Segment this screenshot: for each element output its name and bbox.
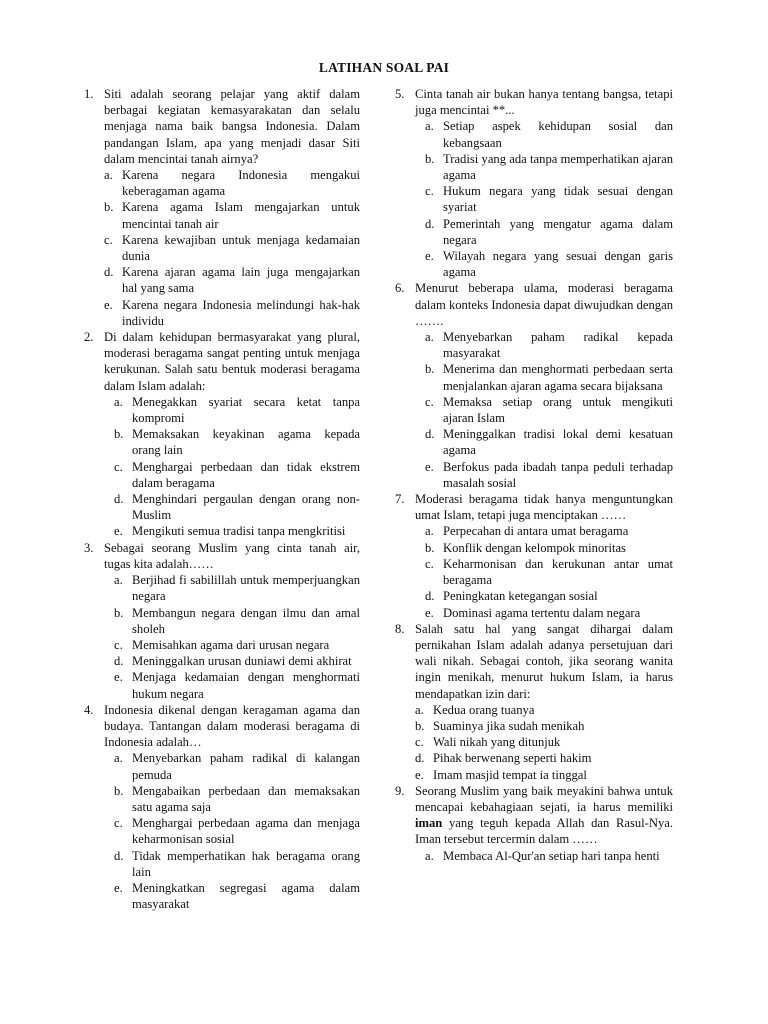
option-a: a. Menyebarkan paham radikal kepada masyarakat — [425, 330, 673, 361]
question-text: Indonesia dikenal dengan keragaman agama dan budaya. Tantangan dalam moderasi beragama di Indonesia adalah… — [104, 702, 360, 750]
option-a: a. Berjihad fi sabilillah untuk memperjuangkan negara — [114, 573, 360, 604]
option-c: c. Menghargai perbedaan dan tidak ekstrem dalam beragama — [114, 459, 360, 490]
question-5 — [395, 86, 673, 280]
question-1 — [84, 86, 360, 329]
question-4 — [84, 702, 360, 913]
option-d: d. Tidak memperhatikan hak beragama orang lain — [114, 848, 360, 879]
option-a: a. Kedua orang tuanya — [415, 702, 535, 717]
question-number: 1. — [84, 87, 94, 101]
options-list — [415, 702, 673, 783]
options-list — [104, 572, 360, 702]
question-text: Seorang Muslim yang baik meyakini bahwa untuk mencapai kebahagiaan sejati, ia harus memiliki iman yang teguh kepada Allah dan Rasul-Nya. Iman tersebut tercermin dalam …… — [415, 783, 673, 847]
question-text: Sebagai seorang Muslim yang cinta tanah air, tugas kita adalah…… — [104, 540, 360, 571]
option-e: e. Menjaga kedamaian dengan menghormati hukum negara — [114, 670, 360, 701]
option-c: c. Keharmonisan dan kerukunan antar umat beragama — [425, 556, 673, 588]
option-d: d. Pihak berwenang seperti hakim — [415, 751, 592, 766]
question-number: 3. — [84, 540, 94, 555]
option-b: b. Konflik dengan kelompok minoritas — [425, 540, 626, 555]
question-7 — [395, 491, 673, 621]
question-6 — [395, 280, 673, 491]
question-2 — [84, 329, 360, 540]
question-number: 5. — [395, 87, 405, 101]
option-e: e. Wilayah negara yang sesuai dengan garis agama — [425, 249, 673, 280]
question-text: Moderasi beragama tidak hanya menguntungkan umat Islam, tetapi juga menciptakan …… — [415, 492, 673, 523]
option-e: e. Berfokus pada ibadah tanpa peduli terhadap masalah sosial — [425, 459, 673, 490]
option-b: b. Membangun negara dengan ilmu dan amal sholeh — [114, 605, 360, 636]
option-c: c. Hukum negara yang tidak sesuai dengan syariat — [425, 184, 673, 215]
option-a: a. Perpecahan di antara umat beragama — [425, 524, 629, 539]
option-d: d. Peningkatan ketegangan sosial — [425, 589, 598, 604]
option-e: e. Mengikuti semua tradisi tanpa mengkritisi — [114, 524, 346, 539]
bold-keyword: iman — [415, 816, 443, 831]
option-c: c. Memaksa setiap orang untuk mengikuti ajaran Islam — [425, 394, 673, 426]
question-text: Salah satu hal yang sangat dihargai dalam pernikahan Islam adalah adanya persetujuan dari wali nikah. Sebagai contoh, jika seorang wanita ingin menikah, menurut hukum Islam, ia harus mendapatkan izin dari: — [415, 621, 673, 701]
option-e: e. Imam masjid tempat ia tinggal — [415, 767, 587, 782]
option-d: d. Meninggalkan urusan duniawi demi akhirat — [114, 654, 352, 669]
option-a: a. Membaca Al-Qur'an setiap hari tanpa henti — [425, 848, 660, 863]
page-title: LATIHAN SOAL PAI — [318, 60, 450, 75]
option-d: d. Meninggalkan tradisi lokal demi kesatuan agama — [425, 427, 673, 458]
options-list — [415, 329, 673, 491]
options-list — [415, 848, 673, 864]
question-text: Di dalam kehidupan bermasyarakat yang plural, moderasi beragama sangat penting untuk menjaga kerukunan. Salah satu bentuk moderasi beragama dalam Islam adalah: — [104, 330, 360, 393]
question-text: Menurut beberapa ulama, moderasi beragama dalam konteks Indonesia dapat diwujudkan dengan ……. — [415, 281, 673, 328]
option-a: a. Menyebarkan paham radikal di kalangan pemuda — [114, 751, 360, 782]
question-number: 9. — [395, 783, 405, 798]
option-c: c. Menghargai perbedaan agama dan menjaga keharmonisan sosial — [114, 816, 360, 847]
question-3 — [84, 540, 360, 702]
options-list — [104, 167, 360, 329]
options-list — [415, 118, 673, 280]
options-list — [104, 750, 360, 912]
option-a: a. Karena negara Indonesia mengakui keberagaman agama — [104, 168, 360, 199]
right-column — [395, 86, 673, 864]
option-b: b. Menerima dan menghormati perbedaan serta menjalankan ajaran agama secara bijaksana — [425, 362, 673, 393]
option-b: b. Mengabaikan perbedaan dan memaksakan satu agama saja — [114, 783, 360, 814]
question-text: Cinta tanah air bukan hanya tentang bangsa, tetapi juga mencintai **... — [415, 87, 673, 118]
option-d: d. Menghindari pergaulan dengan orang non-Muslim — [114, 492, 360, 523]
option-e: e. Karena negara Indonesia melindungi hak-hak individu — [104, 297, 360, 328]
option-b: b. Suaminya jika sudah menikah — [415, 718, 585, 733]
option-c: c. Karena kewajiban untuk menjaga kedamaian dunia — [104, 232, 360, 264]
question-number: 2. — [84, 330, 94, 345]
option-c: c. Wali nikah yang ditunjuk — [415, 735, 561, 750]
option-e: e. Meningkatkan segregasi agama dalam masyarakat — [114, 880, 360, 912]
option-d: d. Karena ajaran agama lain juga mengajarkan hal yang sama — [104, 265, 360, 296]
option-c: c. Memisahkan agama dari urusan negara — [114, 637, 330, 652]
option-a: a. Menegakkan syariat secara ketat tanpa kompromi — [114, 394, 360, 426]
question-number: 7. — [395, 492, 405, 507]
options-list — [104, 394, 360, 540]
question-number: 6. — [395, 281, 405, 296]
question-9 — [395, 783, 673, 864]
question-number: 8. — [395, 621, 405, 636]
option-b: b. Tradisi yang ada tanpa memperhatikan ajaran agama — [425, 151, 673, 183]
option-a: a. Setiap aspek kehidupan sosial dan kebangsaan — [425, 119, 673, 150]
option-e: e. Dominasi agama tertentu dalam negara — [425, 605, 641, 620]
option-b: b. Karena agama Islam mengajarkan untuk mencintai tanah air — [104, 200, 360, 231]
option-b: b. Memaksakan keyakinan agama kepada orang lain — [114, 427, 360, 458]
options-list — [415, 523, 673, 620]
left-column — [84, 86, 360, 912]
question-number: 4. — [84, 702, 94, 717]
option-d: d. Pemerintah yang mengatur agama dalam negara — [425, 216, 673, 247]
question-8 — [395, 621, 673, 783]
question-text: Siti adalah seorang pelajar yang aktif dalam berbagai kegiatan kemasyarakatan dan selalu menjaga nama baik bangsa Indonesia. Dalam pandangan Islam, apa yang menjadi dasar Siti dalam mencintai tanah airnya? — [104, 87, 360, 166]
